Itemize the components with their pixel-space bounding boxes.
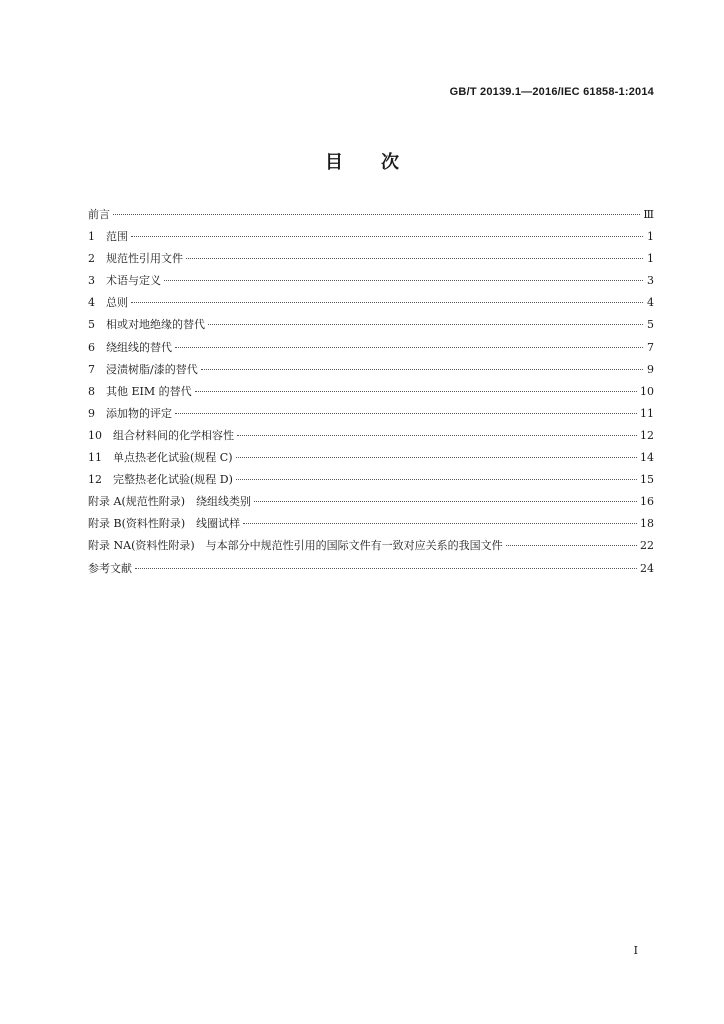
toc-entry-label: 5 相或对地绝缘的替代: [88, 318, 205, 332]
toc-entry-page: 14: [640, 451, 654, 465]
toc-dot-leader: [175, 413, 637, 414]
toc-dot-leader: [506, 545, 637, 546]
toc-entry-label: 7 浸渍树脂/漆的替代: [88, 362, 198, 376]
toc-entry[interactable]: [88, 513, 654, 535]
toc-dot-leader: [254, 501, 637, 502]
toc-title: 目次: [325, 152, 437, 173]
toc-entry-label: 3 术语与定义: [88, 274, 161, 288]
toc-entry-label: 附录 NA(资料性附录) 与本部分中规范性引用的国际文件有一致对应关系的我国文件: [88, 539, 503, 553]
toc-entry-page: 11: [640, 406, 654, 420]
toc-entry[interactable]: [88, 469, 654, 491]
toc-entry-page: 22: [640, 539, 654, 553]
toc-entry-page: 3: [647, 274, 654, 288]
toc-dot-leader: [208, 324, 643, 325]
toc-entry-page: 9: [647, 362, 654, 376]
toc-entry[interactable]: [88, 248, 654, 270]
toc-dot-leader: [175, 347, 643, 348]
toc-entry-label: 1 范围: [88, 230, 128, 244]
toc-entry-page: 10: [640, 384, 654, 398]
toc-entry-label: 前言: [88, 208, 110, 221]
toc-entry-page: 16: [640, 495, 654, 509]
toc-dot-leader: [236, 457, 638, 458]
toc-entry[interactable]: [88, 447, 654, 469]
toc-dot-leader: [186, 258, 643, 259]
toc-entry-label: 附录 A(规范性附录) 绕组线类别: [88, 495, 252, 509]
toc-entry[interactable]: [88, 337, 654, 359]
toc-entry-label: 6 绕组线的替代: [88, 340, 172, 354]
toc-entry-page: 1: [647, 252, 654, 266]
toc-entry[interactable]: [88, 226, 654, 248]
toc-dot-leader: [236, 479, 637, 480]
toc-entry[interactable]: [88, 403, 654, 425]
toc-entry[interactable]: [88, 359, 654, 381]
toc-entry-label: 8 其他 EIM 的替代: [88, 384, 192, 398]
toc-entry[interactable]: [88, 270, 654, 292]
toc-entry-page: 7: [647, 340, 654, 354]
toc-entry-page: 24: [640, 561, 654, 575]
toc-dot-leader: [237, 435, 637, 436]
toc-entry-page: 1: [647, 230, 654, 244]
toc-entry-page: Ⅲ: [643, 208, 654, 221]
toc-entry-page: 15: [640, 473, 654, 487]
toc-dot-leader: [131, 236, 643, 237]
table-of-contents: [88, 204, 654, 580]
toc-entry-label: 参考文献: [88, 561, 132, 575]
toc-entry-page: 12: [640, 428, 654, 442]
toc-entry-page: 18: [640, 517, 654, 531]
toc-entry[interactable]: [88, 558, 654, 580]
toc-entry-label: 2 规范性引用文件: [88, 252, 183, 266]
toc-entry-label: 11 单点热老化试验(规程 C): [88, 451, 233, 465]
toc-entry[interactable]: [88, 292, 654, 314]
toc-entry[interactable]: [88, 535, 654, 557]
toc-dot-leader: [201, 369, 643, 370]
toc-dot-leader: [113, 214, 640, 215]
page-number: I: [633, 944, 638, 957]
toc-entry-label: 12 完整热老化试验(规程 D): [88, 473, 233, 487]
toc-entry-label: 9 添加物的评定: [88, 406, 172, 420]
toc-entry[interactable]: [88, 314, 654, 336]
toc-dot-leader: [243, 523, 637, 524]
toc-dot-leader: [195, 391, 637, 392]
toc-entry-label: 附录 B(资料性附录) 线圈试样: [88, 517, 241, 531]
toc-entry-page: 4: [647, 296, 654, 310]
toc-entry[interactable]: [88, 425, 654, 447]
toc-entry[interactable]: [88, 381, 654, 403]
toc-entry[interactable]: [88, 204, 654, 226]
toc-entry[interactable]: [88, 491, 654, 513]
toc-entry-page: 5: [647, 318, 654, 332]
standard-code: GB/T 20139.1—2016/IEC 61858-1:2014: [449, 86, 654, 98]
toc-dot-leader: [131, 302, 643, 303]
toc-dot-leader: [164, 280, 643, 281]
toc-entry-label: 10 组合材料间的化学相容性: [88, 428, 234, 442]
toc-entry-label: 4 总则: [88, 296, 128, 310]
toc-dot-leader: [135, 568, 637, 569]
